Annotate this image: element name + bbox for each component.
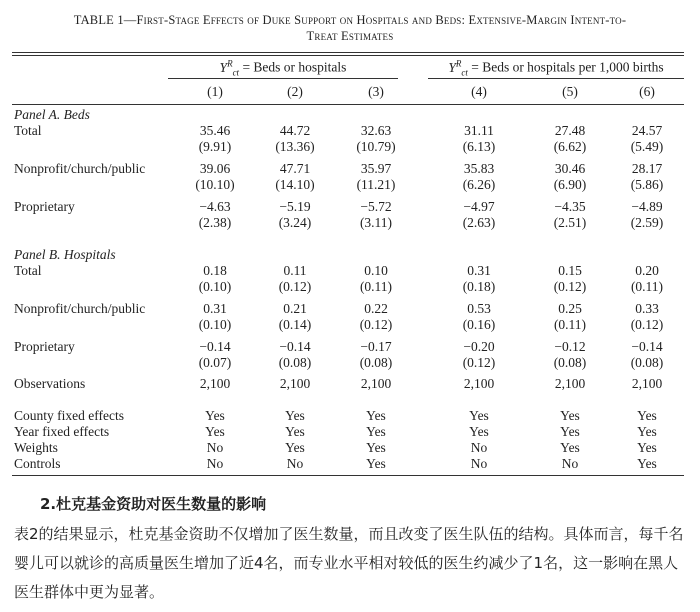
panel-title: Panel A. Beds — [14, 107, 90, 122]
row-label: Nonprofit/church/public — [14, 301, 146, 316]
std-error-cell: (0.12) — [630, 317, 664, 332]
row-label: Year fixed effects — [14, 424, 110, 439]
estimate-cell: 0.31 — [203, 301, 227, 316]
std-error-cell: (3.11) — [359, 215, 393, 230]
estimate-cell: −0.14 — [631, 339, 663, 354]
std-error-cell: (11.21) — [356, 177, 396, 192]
table-number: TABLE 1— — [73, 13, 137, 27]
std-error-cell: (0.11) — [630, 279, 664, 294]
estimate-cell: 28.17 — [631, 161, 663, 176]
estimate-cell: −4.89 — [631, 199, 663, 214]
estimate-cell: 31.11 — [464, 123, 494, 138]
estimate-cell: −4.35 — [554, 199, 586, 214]
std-error-cell: (6.26) — [462, 177, 496, 192]
std-error-cell: (10.10) — [195, 177, 235, 192]
estimate-cell: −4.63 — [199, 199, 231, 214]
header-rule — [12, 104, 684, 105]
estimate-cell: 0.21 — [283, 301, 307, 316]
observations-cell: 2,100 — [279, 376, 311, 391]
estimate-cell: −0.12 — [554, 339, 586, 354]
estimate-cell: 47.71 — [279, 161, 311, 176]
outcome-symbol: $Y^R_{ct}$ — [219, 58, 240, 78]
column-header: (4) — [471, 84, 487, 99]
estimate-cell: 0.18 — [203, 263, 227, 278]
spec-cell: Yes — [366, 456, 386, 471]
std-error-cell: (6.90) — [553, 177, 587, 192]
std-error-cell: (0.16) — [462, 317, 496, 332]
estimate-cell: −0.20 — [463, 339, 495, 354]
outcome-symbol: $Y^R_{ct}$ — [448, 58, 468, 78]
std-error-cell: (0.12) — [278, 279, 312, 294]
estimate-cell: 0.33 — [635, 301, 659, 316]
spec-cell: Yes — [366, 440, 386, 455]
spec-cell: No — [286, 456, 304, 471]
std-error-cell: (14.10) — [275, 177, 315, 192]
column-header: (2) — [287, 84, 303, 99]
spec-cell: Yes — [366, 408, 386, 423]
spec-cell: Yes — [560, 424, 580, 439]
spec-cell: No — [561, 456, 579, 471]
table-caption — [0, 12, 700, 44]
estimate-cell: −5.19 — [279, 199, 311, 214]
std-error-cell: (2.38) — [198, 215, 232, 230]
row-label: Controls — [14, 456, 61, 471]
spec-cell: No — [470, 456, 488, 471]
column-header: (6) — [639, 84, 655, 99]
spec-cell: Yes — [637, 424, 657, 439]
group-underline-1 — [168, 78, 398, 79]
spec-cell: Yes — [285, 440, 305, 455]
std-error-cell: (0.12) — [553, 279, 587, 294]
row-label: Proprietary — [14, 339, 75, 354]
std-error-cell: (0.12) — [359, 317, 393, 332]
column-header: (3) — [368, 84, 384, 99]
spec-cell: Yes — [205, 424, 225, 439]
estimate-cell: 0.10 — [364, 263, 388, 278]
estimate-cell: −0.14 — [279, 339, 311, 354]
bottom-rule — [12, 475, 684, 476]
estimate-cell: 39.06 — [199, 161, 231, 176]
std-error-cell: (0.08) — [553, 355, 587, 370]
top-rule — [12, 52, 684, 53]
estimate-cell: 44.72 — [279, 123, 311, 138]
column-header: (1) — [207, 84, 223, 99]
group-underline-2 — [428, 78, 684, 79]
std-error-cell: (0.10) — [198, 279, 232, 294]
std-error-cell: (0.12) — [462, 355, 496, 370]
group-header-1 — [168, 58, 398, 77]
std-error-cell: (0.10) — [198, 317, 232, 332]
spec-cell: No — [206, 440, 224, 455]
estimate-cell: 24.57 — [631, 123, 663, 138]
estimate-cell: −4.97 — [463, 199, 495, 214]
spec-cell: Yes — [637, 408, 657, 423]
std-error-cell: (9.91) — [198, 139, 232, 154]
spec-cell: Yes — [560, 408, 580, 423]
std-error-cell: (2.59) — [630, 215, 664, 230]
estimate-cell: 0.25 — [558, 301, 582, 316]
spec-cell: Yes — [469, 424, 489, 439]
spec-cell: No — [470, 440, 488, 455]
estimate-cell: 0.11 — [283, 263, 307, 278]
table-title-line-1: First-Stage Effects of Duke Support on Hospitals and Beds: Extensive-Margin Intent-to- — [136, 13, 627, 27]
std-error-cell: (3.24) — [278, 215, 312, 230]
std-error-cell: (10.79) — [356, 139, 396, 154]
table-title-line-2: Treat Estimates — [306, 29, 394, 43]
estimate-cell: −0.14 — [199, 339, 231, 354]
std-error-cell: (0.07) — [198, 355, 232, 370]
std-error-cell: (6.13) — [462, 139, 496, 154]
row-label: Weights — [14, 440, 58, 455]
estimate-cell: 0.15 — [558, 263, 582, 278]
std-error-cell: (5.86) — [630, 177, 664, 192]
estimate-cell: −5.72 — [360, 199, 392, 214]
row-label: Observations — [14, 376, 86, 391]
observations-cell: 2,100 — [463, 376, 495, 391]
estimate-cell: 0.22 — [364, 301, 388, 316]
spec-cell: Yes — [366, 424, 386, 439]
std-error-cell: (0.08) — [359, 355, 393, 370]
std-error-cell: (2.63) — [462, 215, 496, 230]
estimate-cell: 35.83 — [463, 161, 495, 176]
observations-cell: 2,100 — [199, 376, 231, 391]
std-error-cell: (0.08) — [630, 355, 664, 370]
std-error-cell: (5.49) — [630, 139, 664, 154]
std-error-cell: (13.36) — [275, 139, 315, 154]
spec-cell: Yes — [469, 408, 489, 423]
observations-cell: 2,100 — [554, 376, 586, 391]
spec-cell: Yes — [637, 456, 657, 471]
row-label: County fixed effects — [14, 408, 124, 423]
group-header-2 — [428, 58, 684, 77]
std-error-cell: (6.62) — [553, 139, 587, 154]
column-header: (5) — [562, 84, 578, 99]
std-error-cell: (2.51) — [553, 215, 587, 230]
spec-cell: Yes — [560, 440, 580, 455]
estimate-cell: 30.46 — [554, 161, 586, 176]
panel-title: Panel B. Hospitals — [14, 247, 116, 262]
estimate-cell: 0.31 — [467, 263, 491, 278]
estimate-cell: −0.17 — [360, 339, 392, 354]
std-error-cell: (0.11) — [553, 317, 587, 332]
spec-cell: Yes — [205, 408, 225, 423]
row-label: Total — [14, 263, 42, 278]
spec-cell: Yes — [637, 440, 657, 455]
estimate-cell: 35.97 — [360, 161, 392, 176]
body-paragraph: 表2的结果显示，杜克基金资助不仅增加了医生数量，而且改变了医生队伍的结构。具体而言，每千名婴儿可以就诊的高质量医生增加了近4名，而专业水平相对较低的医生约减少了1名，这一影响在黑人医生群体中更为显著。 — [14, 525, 684, 601]
estimate-cell: 0.53 — [467, 301, 491, 316]
std-error-cell: (0.08) — [278, 355, 312, 370]
spec-cell: Yes — [285, 408, 305, 423]
section-heading: 2.杜克基金资助对医生数量的影响 — [40, 495, 267, 513]
row-label: Nonprofit/church/public — [14, 161, 146, 176]
row-label: Proprietary — [14, 199, 75, 214]
observations-cell: 2,100 — [631, 376, 663, 391]
top-rule-double — [12, 55, 684, 56]
estimate-cell: 27.48 — [554, 123, 586, 138]
std-error-cell: (0.14) — [278, 317, 312, 332]
estimate-cell: 32.63 — [360, 123, 392, 138]
estimate-cell: 0.20 — [635, 263, 659, 278]
spec-cell: Yes — [285, 424, 305, 439]
group-label: = Beds or hospitals — [242, 59, 347, 75]
std-error-cell: (0.18) — [462, 279, 496, 294]
spec-cell: No — [206, 456, 224, 471]
estimate-cell: 35.46 — [199, 123, 231, 138]
row-label: Total — [14, 123, 42, 138]
observations-cell: 2,100 — [360, 376, 392, 391]
group-label: = Beds or hospitals per 1,000 births — [471, 59, 664, 75]
std-error-cell: (0.11) — [359, 279, 393, 294]
